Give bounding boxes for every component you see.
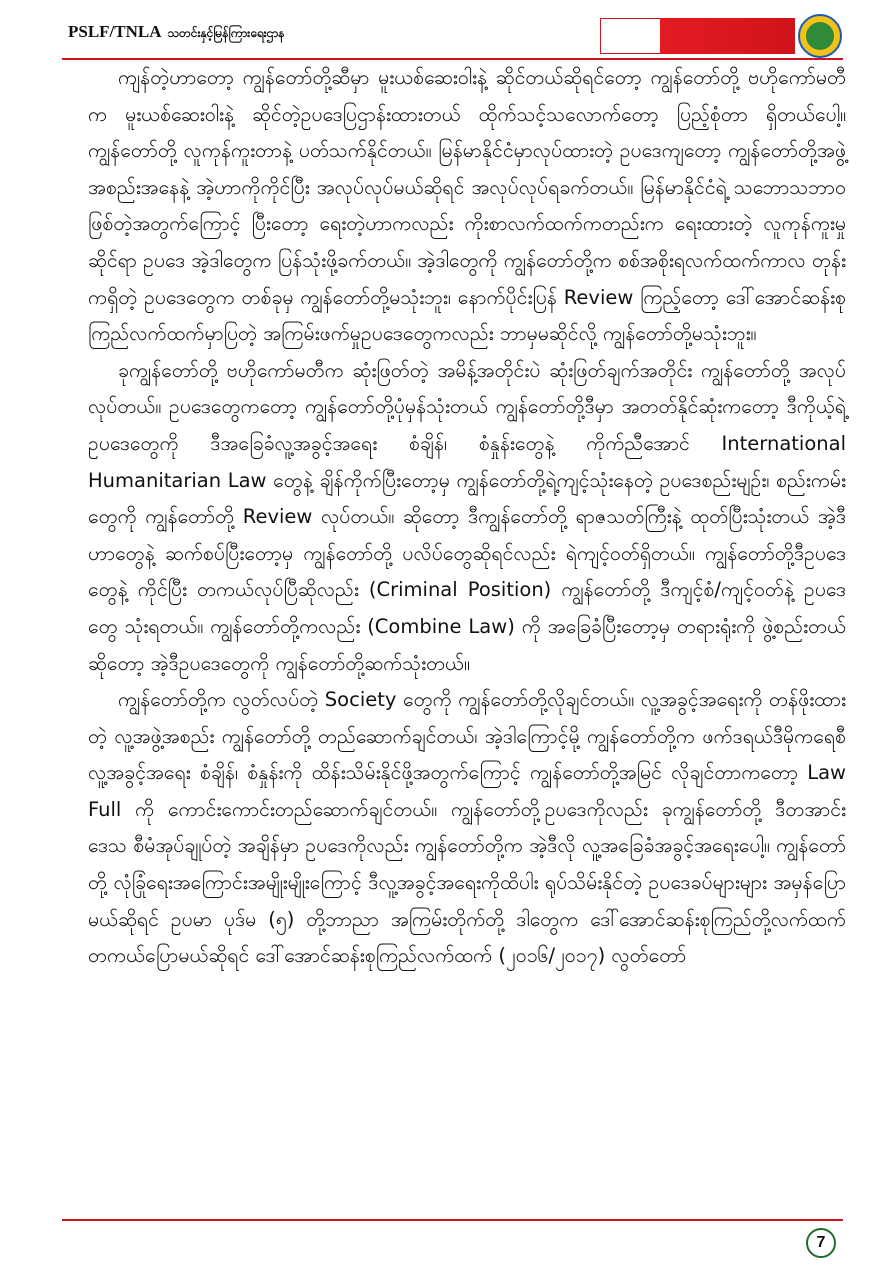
pslf-emblem-icon — [798, 14, 842, 58]
paragraph: ကျန်တဲ့ဟာတော့ ကျွန်တော်တို့ဆီမှာ မူးယစ်ဆေးဝါးနဲ့ ဆိုင်တယ်ဆိုရင်တော့ ကျွန်တော်တို့ ဗဟိုကော်မတီက မူးယစ်ဆေးဝါးနဲ့ ဆိုင်တဲ့ဥပဒေပြဌာန်းထားတယ် ထိုက်သင့်သလောက်တော့ ပြည့်စုံတာ ရှိတယ်ပေါ့။ ကျွန်တော်တို့ လူကုန်ကူးတာနဲ့ ပတ်သက်နိုင်တယ်။ မြန်မာနိုင်ငံမှာလုပ်ထားတဲ့ ဥပဒေကျတော့ ကျွန်တော်တို့အဖွဲ့အစည်းအနေနဲ့ အဲ့ဟာကိုကိုင်ပြီး အလုပ်လုပ်မယ်ဆိုရင် အလုပ်လုပ်ရခက်တယ်။ မြန်မာနိုင်ငံရဲ့ သဘောသဘာဝဖြစ်တဲ့အတွက်ကြောင့် ပြီးတော့ ရေးတဲ့ဟာကလည်း ကိုးစာလက်ထက်ကတည်းက ရေးထားတဲ့ လူကုန်ကူးမှုဆိုင်ရာ ဥပဒေ အဲ့ဒါတွေက ပြန်သုံးဖို့ခက်တယ်။ အဲ့ဒါတွေကို ကျွန်တော်တို့က စစ်အစိုးရလက်ထက်ကာလ တုန်းကရှိတဲ့ ဥပဒေတွေက တစ်ခုမှ ကျွန်တော်တို့မသုံးဘူး၊ နောက်ပိုင်းပြန် Review ကြည့်တော့ ဒေါ်အောင်ဆန်းစုကြည်လက်ထက်မှာပြတဲ့ အကြမ်းဖက်မှုဥပဒေတွေကလည်း ဘာမှမဆိုင်လို့ ကျွန်တော်တို့မသုံးဘူး။ — [88, 66, 846, 346]
brand-name: PSLF/TNLA — [68, 22, 162, 41]
brand-subtitle: သတင်းနှင့်မြန်ကြားရေးဌာန — [167, 26, 285, 40]
brand-title — [68, 22, 284, 43]
page-header — [0, 0, 896, 60]
paragraph: ခုကျွန်တော်တို့ ဗဟိုကော်မတီက ဆုံးဖြတ်တဲ့ အမိန့်အတိုင်းပဲ ဆုံးဖြတ်ချက်အတိုင်း ကျွန်တော်တို့ အလုပ်လုပ်တယ်။ ဥပဒေတွေကတော့ ကျွန်တော်တို့ပုံမှန်သုံးတယ် ကျွန်တော်တို့ဒီမှာ အတတ်နိုင်ဆုံးကတော့ ဒီကိုယ့်ရဲ့ဥပဒေတွေကို ဒီအခြေခံလူ့အခွင့်အရေး စံချိန်၊ စံနှုန်းတွေနဲ့ ကိုက်ညီအောင် International Humanitarian Law တွေနဲ့ ချိန်ကိုက်ပြီးတော့မှ ကျွန်တော်တို့ရဲ့ကျင့်သုံးနေတဲ့ ဥပဒေစည်းမျဉ်း၊ စည်းကမ်းတွေကို ကျွန်တော်တို့ Review လုပ်တယ်။ ဆိုတော့ ဒီကျွန်တော်တို့ ရာဇသတ်ကြီးနဲ့ ထုတ်ပြီးသုံးတယ် အဲ့ဒီဟာတွေနဲ့ ဆက်စပ်ပြီးတော့မှ ကျွန်တော်တို့ ပလိပ်တွေဆိုရင်လည်း ရဲကျင့်ဝတ်ရှိတယ်။ ကျွန်တော်တို့ဒီဥပဒေတွေနဲ့ ကိုင်ပြီး တကယ်လုပ်ပြီဆိုလည်း (Criminal Position) ကျွန်တော်တို့ ဒီကျင့်စံ/ကျင့်ဝတ်နဲ့ ဥပဒေတွေ သုံးရတယ်။ ကျွန်တော်တို့ကလည်း (Combine Law) ကို အခြေခံပြီးတော့မှ တရားရုံးကို ဖွဲ့စည်းတယ်ဆိုတော့ အဲ့ဒီဥပဒေတွေကို ကျွန်တော်တို့ဆက်သုံးတယ်။ — [88, 358, 846, 675]
article-body — [88, 60, 846, 975]
header-outline-box — [600, 18, 668, 54]
emblem-inner — [806, 22, 834, 50]
page-number: 7 — [806, 1228, 836, 1258]
header-red-bar — [660, 18, 795, 54]
paragraph: ကျွန်တော်တို့က လွတ်လပ်တဲ့ Society တွေကို ကျွန်တော်တို့လိုချင်တယ်။ လူ့အခွင့်အရေးကို တန်ဖိုးထားတဲ့ လူ့အဖွဲ့အစည်း ကျွန်တော်တို့ တည်ဆောက်ချင်တယ်၊ အဲ့ဒါကြောင့်မို့ ကျွန်တော်တို့က ဖက်ဒရယ်ဒီမိုကရေစီ လူ့အခွင့်အရေး စံချိန်၊ စံနှုန်းကို ထိန်းသိမ်းနိုင်ဖို့အတွက်ကြောင့် ကျွန်တော်တို့အမြင် လိုချင်တာကတော့ Law Full ကို ကောင်းကောင်းတည်ဆောက်ချင်တယ်။ ကျွန်တော်တို့ဥပဒေကိုလည်း ခုကျွန်တော်တို့ ဒီတအာင်းဒေသ စီမံအုပ်ချုပ်တဲ့ အချိန်မှာ ဥပဒေကိုလည်း ကျွန်တော်တို့က အဲ့ဒီလို လူ့အခြေခံအခွင့်အရေးပေါ့။ ကျွန်တော်တို့ လုံခြုံရေးအကြောင်းအမျိုးမျိုးကြောင့် ဒီလူ့အခွင့်အရေးကိုထိပါး ရုပ်သိမ်းနိုင်တဲ့ ဥပဒေခပ်များများ အမှန်ပြောမယ်ဆိုရင် ဥပမာ ပုဒ်မ (၅) တို့ဘာညာ အကြမ်းတိုက်တို့ ဒါတွေက ဒေါ်အောင်ဆန်းစုကြည်တို့လက်ထက် တကယ်ပြောမယ်ဆိုရင် ဒေါ်အောင်ဆန်းစုကြည်လက်ထက် (၂၀၁၆/၂၀၁၇) လွတ်တော် — [88, 688, 846, 968]
footer-divider — [62, 1219, 843, 1221]
